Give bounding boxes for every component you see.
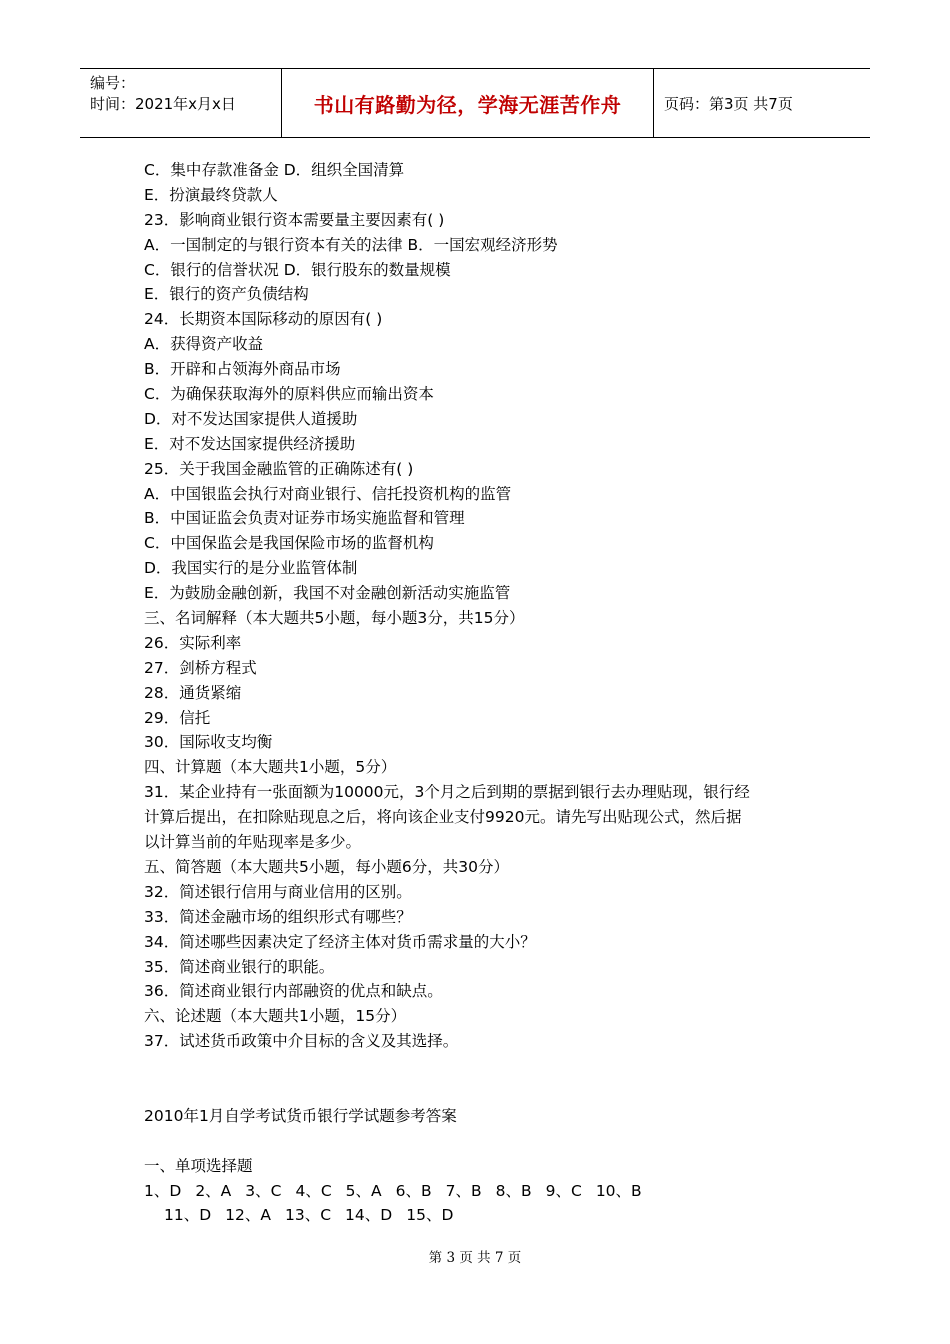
text-line: A．一国制定的与银行资本有关的法律 B．一国宏观经济形势: [144, 235, 558, 254]
text-line: B．中国证监会负责对证券市场实施监督和管理: [144, 509, 465, 528]
text-line: 26．实际利率: [144, 633, 242, 652]
answer-item: 6、B: [395, 1181, 432, 1200]
header-date: 时间：2021年x月x日: [90, 95, 236, 113]
text-line: C．银行的信誉状况 D．银行股东的数量规模: [144, 260, 451, 279]
text-line: 28．通货紧缩: [144, 683, 242, 702]
text-line: A．中国银监会执行对商业银行、信托投资机构的监管: [144, 484, 512, 503]
text-line: 计算后提出，在扣除贴现息之后，将向该企业支付9920元。请先写出贴现公式，然后据: [144, 808, 742, 827]
page-header: [80, 68, 870, 138]
answer-item: 12、A: [225, 1206, 271, 1225]
answer-item: 11、D: [164, 1206, 212, 1225]
text-line: C．中国保监会是我国保险市场的监督机构: [144, 534, 434, 553]
text-line: 以计算当前的年贴现率是多少。: [144, 833, 362, 852]
answer-item: 5、A: [345, 1181, 382, 1200]
answer-item: 13、C: [285, 1206, 332, 1225]
text-line: 24．长期资本国际移动的原因有( ): [144, 310, 383, 329]
text-line: B．开辟和占领海外商品市场: [144, 360, 341, 379]
text-line: 33．简述金融市场的组织形式有哪些？: [144, 907, 412, 926]
text-line: D．我国实行的是分业监管体制: [144, 559, 358, 578]
spacer: [144, 1054, 824, 1079]
page-footer: 第 3 页 共 7 页: [428, 1250, 522, 1266]
answer-item: 1、D: [144, 1181, 182, 1200]
document-body: [144, 158, 824, 1228]
questions-block: [144, 158, 824, 780]
answer-item: 15、D: [406, 1206, 454, 1225]
text-line: 37．试述货币政策中介目标的含义及其选择。: [144, 1032, 459, 1051]
text-line: E．扮演最终贷款人: [144, 185, 278, 204]
text-line: C．为确保获取海外的原料供应而输出资本: [144, 385, 434, 404]
text-line: 36．简述商业银行内部融资的优点和缺点。: [144, 982, 443, 1001]
answer-title: 2010年1月自学考试货币银行学试题参考答案: [144, 1106, 457, 1125]
answer-item: 10、B: [595, 1181, 642, 1200]
text-line: 35．简述商业银行的职能。: [144, 957, 335, 976]
header-number: 编号：: [90, 74, 136, 92]
short-answer-block: [144, 855, 824, 1054]
header-motto: 书山有路勤为径，学海无涯苦作舟: [282, 69, 654, 137]
text-line: 25．关于我国金融监管的正确陈述有( ): [144, 459, 414, 478]
header-page-info: 页码：第3页 共7页: [664, 94, 793, 113]
answer-item: 3、C: [245, 1181, 282, 1200]
text-line: A．获得资产收益: [144, 335, 264, 354]
answers-row-2: [144, 1203, 824, 1228]
answer-item: 2、A: [195, 1181, 232, 1200]
text-line: E．对不发达国家提供经济援助: [144, 434, 356, 453]
text-line: E．银行的资产负债结构: [144, 285, 309, 304]
text-line: 29．信托: [144, 708, 211, 727]
answers-row-1: [144, 1179, 824, 1204]
text-line: 六、论述题（本大题共1小题，15分）: [144, 1007, 407, 1026]
spacer: [144, 1079, 824, 1104]
text-line: 四、计算题（本大题共1小题，5分）: [144, 758, 397, 777]
text-line: E．为鼓励金融创新，我国不对金融创新活动实施监管: [144, 584, 511, 603]
question-31-block: [144, 780, 824, 855]
text-line: 34．简述哪些因素决定了经济主体对货币需求量的大小？: [144, 932, 536, 951]
text-line: D．对不发达国家提供人道援助: [144, 409, 358, 428]
text-line: 五、简答题（本大题共5小题，每小题6分，共30分）: [144, 857, 509, 876]
text-line: 30．国际收支均衡: [144, 733, 273, 752]
spacer: [144, 1129, 824, 1154]
answer-item: 14、D: [345, 1206, 393, 1225]
section-single-choice: 一、单项选择题: [144, 1156, 253, 1175]
text-line: 三、名词解释（本大题共5小题，每小题3分，共15分）: [144, 609, 525, 628]
answer-item: 4、C: [295, 1181, 332, 1200]
text-line: 27．剑桥方程式: [144, 658, 257, 677]
text-line: C．集中存款准备金 D．组织全国清算: [144, 161, 405, 179]
text-line: 31．某企业持有一张面额为10000元，3个月之后到期的票据到银行去办理贴现，银行经: [144, 783, 750, 802]
answer-item: 8、B: [495, 1181, 532, 1200]
text-line: 32．简述银行信用与商业信用的区别。: [144, 882, 412, 901]
header-meta: [80, 69, 282, 137]
answer-item: 9、C: [545, 1181, 582, 1200]
answer-item: 7、B: [445, 1181, 482, 1200]
text-line: 23．影响商业银行资本需要量主要因素有( ): [144, 210, 445, 229]
